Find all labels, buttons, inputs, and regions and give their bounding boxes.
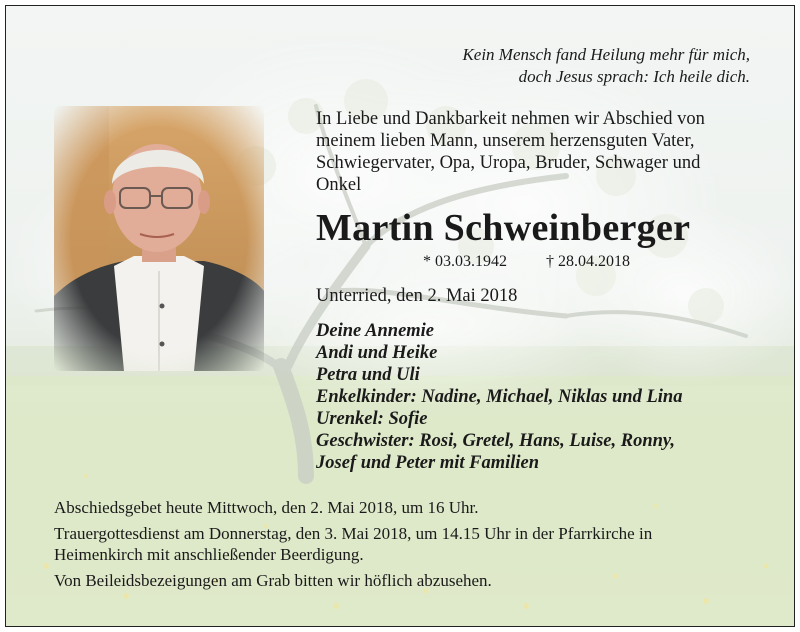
death-date: † 28.04.2018 bbox=[546, 253, 630, 270]
verse-line-1: Kein Mensch fand Heilung mehr für mich, bbox=[462, 45, 750, 64]
family-line: Urenkel: Sofie bbox=[316, 409, 428, 429]
family-line: Deine Annemie bbox=[316, 321, 435, 341]
family-line: Enkelkinder: Nadine, Michael, Niklas und Lina bbox=[316, 387, 683, 407]
family-line: Andi und Heike bbox=[316, 343, 438, 363]
obituary-card bbox=[5, 5, 795, 627]
place-date: Unterried, den 2. Mai 2018 bbox=[316, 286, 518, 306]
service-notice-line-1: Trauergottesdienst am Donnerstag, den 3. Mai 2018, um 14.15 Uhr in der Pfarrkirche in bbox=[54, 524, 653, 543]
condolence-notice: Von Beileidsbezeigungen am Grab bitten wir höflich abzusehen. bbox=[54, 571, 492, 590]
intro-line-4: Onkel bbox=[316, 175, 362, 195]
prayer-notice: Abschiedsgebet heute Mittwoch, den 2. Mai 2018, um 16 Uhr. bbox=[54, 498, 479, 517]
family-line: Josef und Peter mit Familien bbox=[316, 453, 540, 473]
family-line: Petra und Uli bbox=[316, 365, 420, 385]
intro-line-3: Schwiegervater, Opa, Uropa, Bruder, Schwager und bbox=[316, 153, 701, 173]
birth-date: * 03.03.1942 bbox=[423, 253, 507, 270]
verse-line-2: doch Jesus sprach: Ich heile dich. bbox=[518, 67, 750, 86]
intro-line-2: meinem lieben Mann, unserem herzensguten Vater, bbox=[316, 131, 695, 151]
deceased-name: Martin Schweinberger bbox=[316, 207, 691, 249]
family-line: Geschwister: Rosi, Gretel, Hans, Luise, Ronny, bbox=[316, 431, 676, 451]
portrait-photo bbox=[54, 106, 264, 371]
intro-line-1: In Liebe und Dankbarkeit nehmen wir Abschied von bbox=[316, 109, 705, 129]
service-notice-line-2: Heimenkirch mit anschließender Beerdigung. bbox=[54, 545, 364, 564]
